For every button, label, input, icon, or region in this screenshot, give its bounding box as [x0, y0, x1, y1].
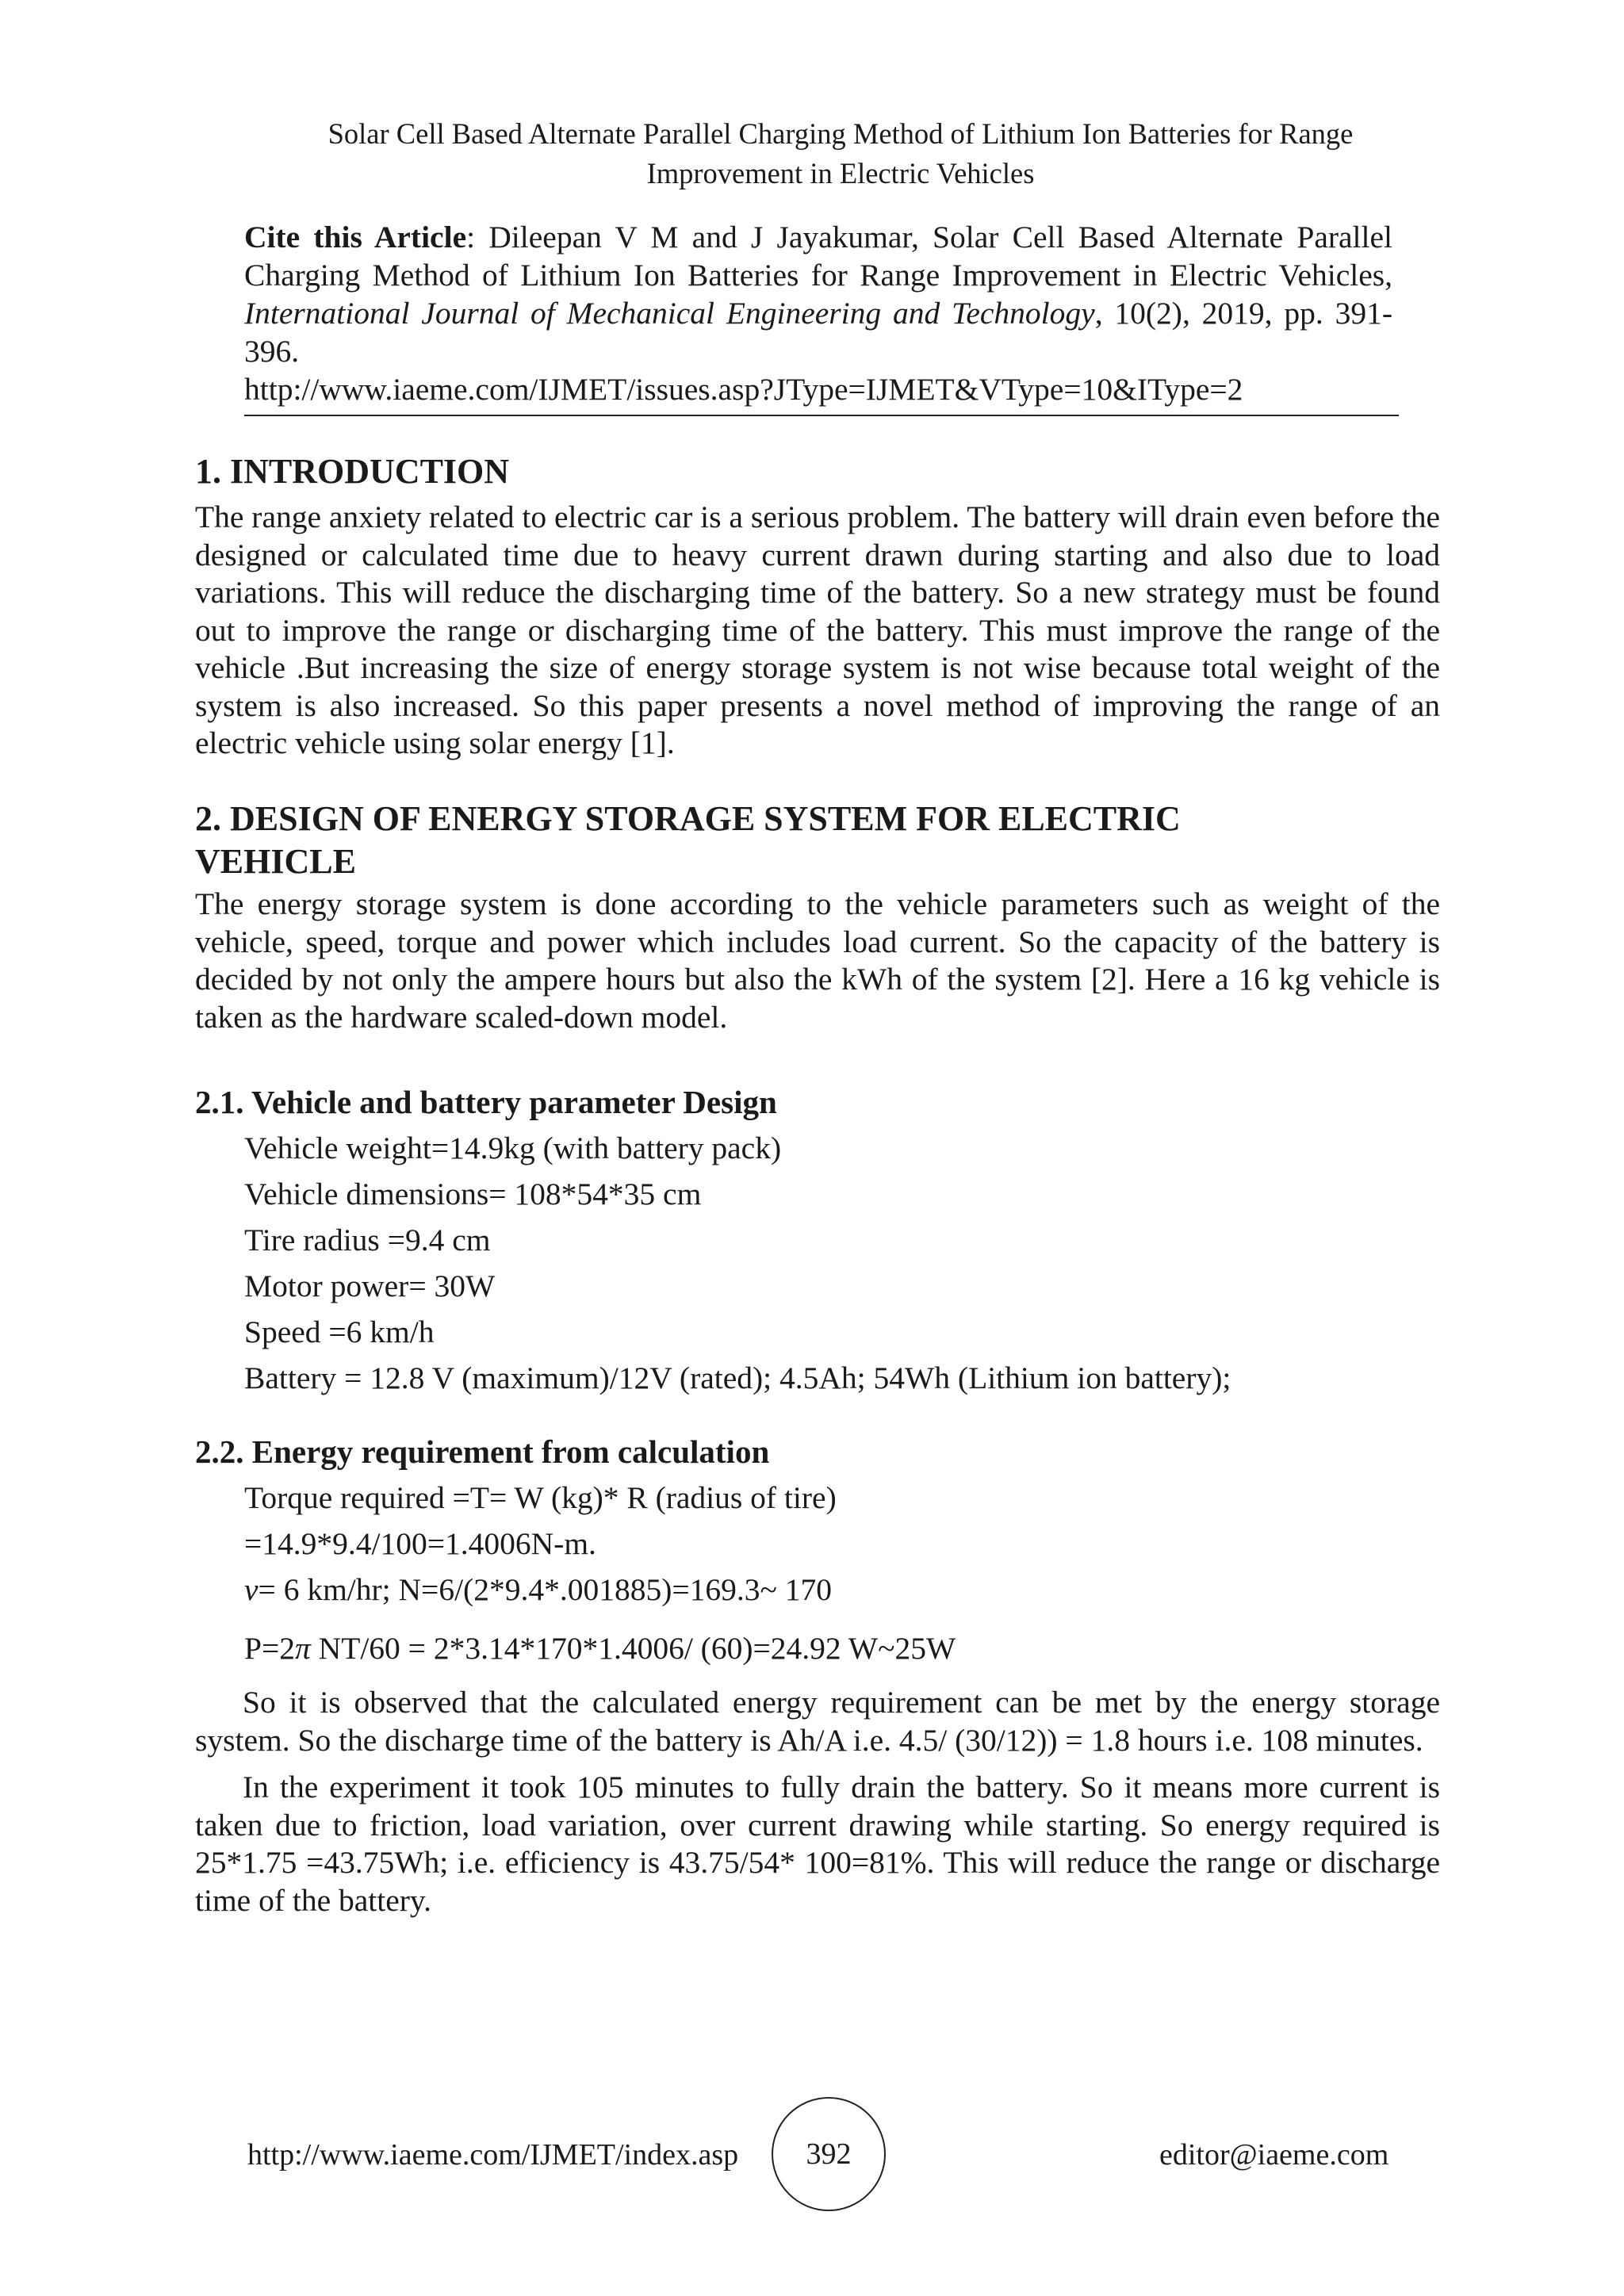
- equation-power-text: NT/60 = 2*3.14*170*1.4006/ (60)=24.92 W~25W: [310, 1631, 956, 1666]
- list-item: Motor power= 30W: [244, 1269, 496, 1303]
- section-introduction: [195, 450, 1440, 763]
- list-item: Vehicle dimensions= 108*54*35 cm: [244, 1177, 702, 1211]
- energy-paragraph-1: So it is observed that the calculated energy requirement can be met by the energy storage system. So the discharge time of the battery is Ah/A i.e. 4.5/ (30/12)) = 1.8 hours i.e. 108 minutes.: [195, 1685, 1440, 1758]
- equation-torque-value: =14.9*9.4/100=1.4006N-m.: [244, 1526, 596, 1561]
- list-item: Tire radius =9.4 cm: [244, 1223, 491, 1257]
- citation-divider: [244, 415, 1399, 416]
- list-item: Vehicle weight=14.9kg (with battery pack): [244, 1131, 782, 1165]
- equation-speed-variable: v: [244, 1572, 259, 1607]
- design-paragraph: The energy storage system is done according to the vehicle parameters such as weight of the vehicle, speed, torque and power which includes load current. So the capacity of the battery is decided by not only the ampere hours but also the kWh of the system [2]. Here a 16 kg vehicle is taken as the hardware scaled-down model.: [195, 886, 1440, 1035]
- introduction-paragraph: The range anxiety related to electric car is a serious problem. The battery will drain even before the designed or calculated time due to heavy current drawn during starting and also due to load variations. This will reduce the discharging time of the battery. So a new strategy must be found out to improve the range or discharging time of the battery. This must improve the range of the vehicle .But increasing the size of energy storage system is not wise because total weight of the system is also increased. So this paper presents a novel method of improving the range of an electric vehicle using solar energy [1].: [195, 499, 1440, 760]
- energy-equations: [244, 1475, 956, 1671]
- footer-email[interactable]: editor@iaeme.com: [1159, 2138, 1389, 2172]
- page-number-text: 392: [806, 2137, 852, 2171]
- equation-torque: Torque required =T= W (kg)* R (radius of tire): [244, 1480, 837, 1515]
- section-heading-introduction: 1. INTRODUCTION: [195, 452, 510, 491]
- citation-volume: , 10(2), 2019, pp. 391-396.: [244, 296, 1392, 369]
- section-heading-design-line1: 2. DESIGN OF ENERGY STORAGE SYSTEM FOR ELECTRIC: [195, 799, 1181, 838]
- subsection-energy: [195, 1432, 1440, 1471]
- running-head: [0, 114, 1624, 193]
- footer-journal-url[interactable]: http://www.iaeme.com/IJMET/index.asp: [247, 2138, 739, 2172]
- equation-speed-text: = 6 km/hr; N=6/(2*9.4*.001885)=169.3~ 170: [258, 1572, 833, 1607]
- equation-power-pi: π: [295, 1631, 311, 1666]
- energy-discussion: [195, 1684, 1440, 1919]
- list-item: Speed =6 km/h: [244, 1314, 435, 1349]
- citation-label: Cite this Article: [244, 220, 467, 254]
- equation-speed: [244, 1567, 956, 1625]
- subsection-parameters: [195, 1082, 1440, 1122]
- list-item: Battery = 12.8 V (maximum)/12V (rated); 4.5Ah; 54Wh (Lithium ion battery);: [244, 1360, 1231, 1395]
- citation-text: [244, 218, 1392, 370]
- subsection-heading-parameters: 2.1. Vehicle and battery parameter Design: [195, 1084, 777, 1120]
- section-heading-design-line2: VEHICLE: [195, 842, 356, 881]
- citation-journal: International Journal of Mechanical Engineering and Technology: [244, 296, 1095, 331]
- equation-power-prefix: P=2: [244, 1631, 295, 1666]
- equation-power: [244, 1625, 956, 1671]
- energy-paragraph-2: In the experiment it took 105 minutes to fully drain the battery. So it means more current is taken due to friction, load variation, over current drawing while starting. So energy required is 25*1.75 =43.75Wh; i.e. efficiency is 43.75/54* 100=81%. This will reduce the range or discharge time of the battery.: [195, 1770, 1440, 1918]
- running-head-line1: Solar Cell Based Alternate Parallel Charging Method of Lithium Ion Batteries for Range: [327, 117, 1354, 150]
- subsection-heading-energy: 2.2. Energy requirement from calculation: [195, 1433, 770, 1470]
- running-head-line2: Improvement in Electric Vehicles: [646, 157, 1035, 189]
- section-heading-design: [195, 798, 1440, 883]
- parameter-list: [244, 1125, 1231, 1401]
- section-design: [195, 798, 1440, 1036]
- page-number: [772, 2097, 886, 2211]
- citation-url[interactable]: http://www.iaeme.com/IJMET/issues.asp?JType=IJMET&VType=10&IType=2: [244, 372, 1243, 407]
- citation-block: [244, 218, 1392, 408]
- citation-authors-title: : Dileepan V M and J Jayakumar, Solar Cell Based Alternate Parallel Charging Method of Lithium Ion Batteries for Range Improvement in Electric Vehicles,: [244, 220, 1392, 293]
